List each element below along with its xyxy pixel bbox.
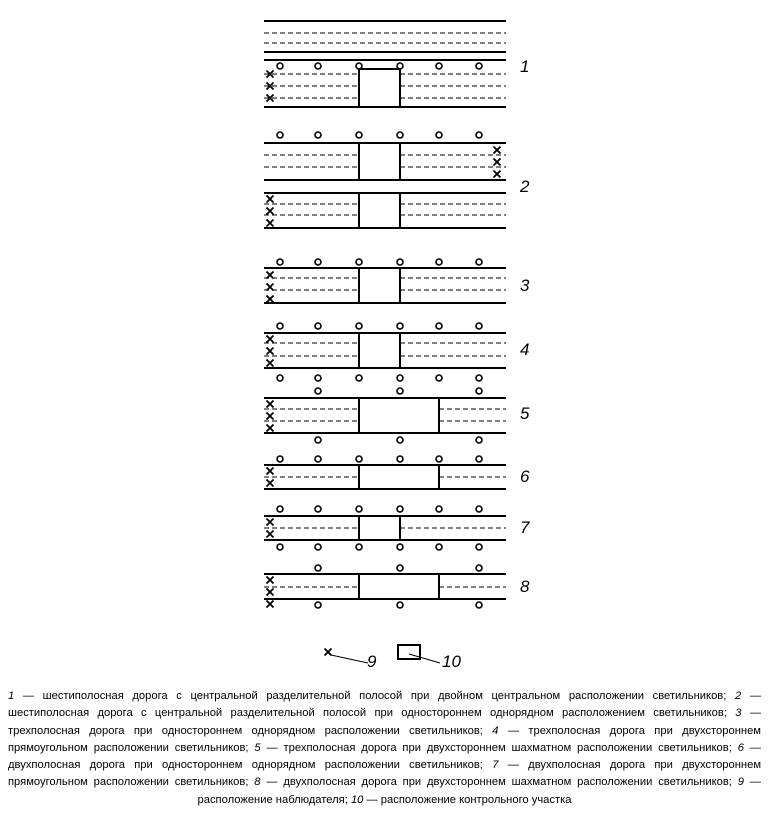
luminaire-icon xyxy=(277,506,283,512)
observer-icon xyxy=(494,159,501,166)
observer-icon xyxy=(267,401,274,408)
observer-icon xyxy=(267,208,274,215)
luminaire-icon xyxy=(397,565,403,571)
observer-icon xyxy=(267,336,274,343)
label-1: 1 xyxy=(520,57,530,76)
luminaire-icon xyxy=(436,544,442,550)
control-section xyxy=(359,574,439,599)
luminaire-icon xyxy=(476,544,482,550)
observer-icon xyxy=(267,589,274,596)
luminaire-icon xyxy=(277,456,283,462)
luminaire-icon xyxy=(356,259,362,265)
luminaire-icon xyxy=(315,565,321,571)
luminaire-icon xyxy=(397,456,403,462)
observer-icon xyxy=(267,519,274,526)
observer-icon xyxy=(267,220,274,227)
label-3: 3 xyxy=(520,276,530,295)
luminaire-icon xyxy=(277,323,283,329)
luminaire-icon xyxy=(356,375,362,381)
label-7: 7 xyxy=(520,518,530,537)
control-section-icon xyxy=(398,645,420,659)
luminaire-icon xyxy=(315,375,321,381)
legend-text: — трехполосная дорога при двухстороннем шахматном расположении светильников; xyxy=(260,741,738,754)
control-section xyxy=(359,333,400,368)
observer-icon xyxy=(267,425,274,432)
label-2: 2 xyxy=(520,177,530,196)
luminaire-icon xyxy=(436,63,442,69)
observer-icon xyxy=(267,480,274,487)
luminaire-icon xyxy=(476,565,482,571)
label-5: 5 xyxy=(520,404,530,423)
luminaire-icon xyxy=(277,375,283,381)
luminaire-icon xyxy=(356,544,362,550)
observer-icon xyxy=(325,649,332,656)
control-section xyxy=(359,69,400,107)
legend-text: — трехполосная дорога при одностороннем однорядном расположении светильников; xyxy=(8,707,762,737)
luminaire-icon xyxy=(476,602,482,608)
luminaire-icon xyxy=(397,323,403,329)
legend-number: 7 xyxy=(492,759,499,772)
luminaire-icon xyxy=(315,132,321,138)
luminaire-icon xyxy=(315,506,321,512)
legend-text: — двухполосная дорога при одностороннем однорядном расположении светильников; xyxy=(8,741,762,772)
luminaire-icon xyxy=(476,132,482,138)
observer-icon xyxy=(267,272,274,279)
observer-icon xyxy=(267,348,274,355)
luminaire-icon xyxy=(476,456,482,462)
luminaire-icon xyxy=(315,323,321,329)
luminaire-icon xyxy=(356,506,362,512)
observer-icon xyxy=(267,296,274,303)
luminaire-icon xyxy=(436,456,442,462)
luminaire-icon xyxy=(436,375,442,381)
observer-icon xyxy=(267,601,274,608)
legend-number: 8 xyxy=(254,776,261,789)
luminaire-icon xyxy=(397,544,403,550)
legend-text: — трехполосная дорога при двухстороннем прямоугольном расположении светильников; xyxy=(8,724,761,754)
control-section xyxy=(359,268,400,303)
luminaire-icon xyxy=(277,259,283,265)
label-8: 8 xyxy=(520,577,530,596)
legend-item-1 xyxy=(8,690,735,702)
luminaire-icon xyxy=(277,544,283,550)
luminaire-icon xyxy=(397,602,403,608)
luminaire-icon xyxy=(315,259,321,265)
luminaire-icon xyxy=(356,456,362,462)
luminaire-icon xyxy=(356,132,362,138)
control-section xyxy=(359,398,439,433)
observer-icon xyxy=(267,284,274,291)
luminaire-icon xyxy=(277,132,283,138)
legend-number: 1 xyxy=(8,690,15,702)
observer-icon xyxy=(494,147,501,154)
legend-text: — двухполосная дорога при двухстороннем шахматном расположении светильников; xyxy=(260,776,738,789)
control-section xyxy=(359,143,400,180)
legend-text: — расположение наблюдателя; xyxy=(197,776,761,806)
luminaire-icon xyxy=(476,259,482,265)
luminaire-icon xyxy=(315,388,321,394)
luminaire-icon xyxy=(397,259,403,265)
legend-item-10 xyxy=(351,794,572,806)
legend-number: 10 xyxy=(350,793,364,806)
label-6: 6 xyxy=(520,467,530,486)
observer-icon xyxy=(267,577,274,584)
legend-text: — шестиполосная дорога с центральной разделительной полосой при двойном центральном расположении светильников; xyxy=(14,690,735,702)
luminaire-icon xyxy=(476,388,482,394)
luminaire-icon xyxy=(476,323,482,329)
legend-text: — двухполосная дорога при двухстороннем прямоугольном расположении светильников; xyxy=(8,759,762,789)
legend-number: 6 xyxy=(737,741,744,754)
luminaire-icon xyxy=(397,506,403,512)
label-10: 10 xyxy=(442,652,461,671)
legend-number: 2 xyxy=(734,690,742,702)
legend-number: 9 xyxy=(737,776,744,789)
legend-text: — расположение контрольного участка xyxy=(363,793,572,806)
luminaire-icon xyxy=(315,63,321,69)
luminaire-icon xyxy=(277,63,283,69)
observer-icon xyxy=(267,360,274,367)
luminaire-icon xyxy=(315,602,321,608)
luminaire-icon xyxy=(397,375,403,381)
luminaire-icon xyxy=(436,506,442,512)
luminaire-icon xyxy=(315,456,321,462)
luminaire-icon xyxy=(476,506,482,512)
control-section xyxy=(359,516,400,540)
observer-icon xyxy=(494,171,501,178)
legend-text: — шестиполосная дорога с центральной разделительной полосой при одностороннем однорядном расположением светильников; xyxy=(8,690,762,720)
legend-number: 4 xyxy=(492,724,499,737)
control-section xyxy=(359,193,400,228)
observer-icon xyxy=(267,468,274,475)
legend-item-8 xyxy=(254,776,737,788)
figure-legend xyxy=(8,688,761,809)
luminaire-icon xyxy=(436,323,442,329)
luminaire-icon xyxy=(397,132,403,138)
legend-number: 3 xyxy=(735,707,742,720)
label-9: 9 xyxy=(367,652,377,671)
control-section xyxy=(359,465,439,489)
label-4: 4 xyxy=(520,340,530,359)
luminaire-icon xyxy=(436,132,442,138)
legend-number: 5 xyxy=(254,741,261,754)
luminaire-icon xyxy=(397,437,403,443)
legend-item-5 xyxy=(254,742,737,754)
observer-icon xyxy=(267,196,274,203)
luminaire-icon xyxy=(476,437,482,443)
luminaire-icon xyxy=(476,375,482,381)
luminaire-icon xyxy=(397,388,403,394)
observer-icon xyxy=(267,413,274,420)
luminaire-icon xyxy=(476,63,482,69)
luminaire-icon xyxy=(315,544,321,550)
luminaire-icon xyxy=(356,323,362,329)
luminaire-icon xyxy=(315,437,321,443)
observer-icon xyxy=(267,531,274,538)
luminaire-icon xyxy=(436,259,442,265)
leader-line xyxy=(331,655,368,663)
